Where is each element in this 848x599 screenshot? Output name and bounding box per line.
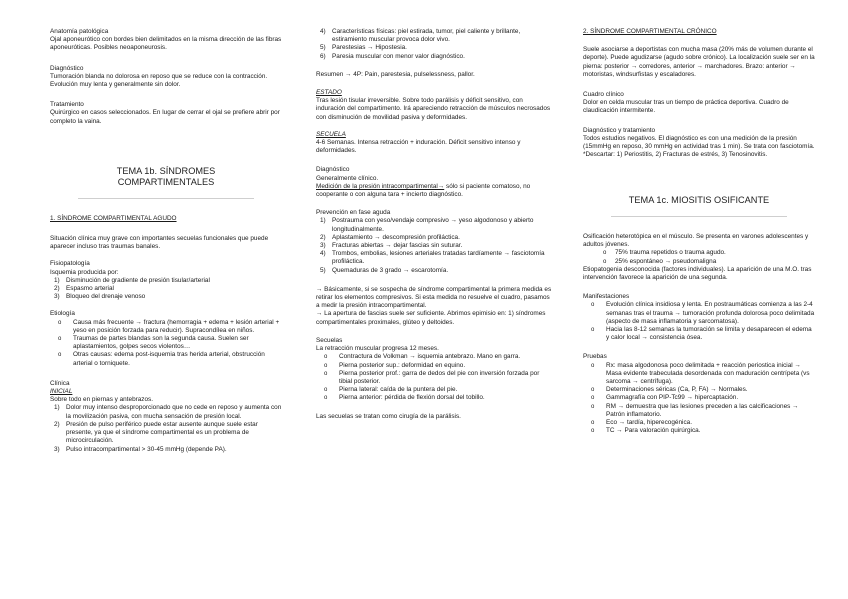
list-item: o TC → Para valoración quirúrgica. [591,427,701,435]
list-item: 4) Trombos, embolias, lesiones arteriales tratadas tardíamente → fasciotomía profiláctica. [320,250,545,266]
secuelas-heading: Secuelas [316,336,343,344]
fisiopatologia-lead: Isquemia producida por: [50,268,119,276]
clinica-inicial-label: INICIAL [50,388,73,396]
title-divider [611,216,787,217]
list-item: 4) Características físicas: piel estirada, tumor, piel caliente y brillante, estiramiento muscular provoca dolor vivo. [320,28,521,44]
diagnostico-heading-2: Diagnóstico [316,166,350,174]
list-item: o 75% trauma repetidos o trauma agudo. [603,249,726,257]
diagnostico-text: Tumoración blanda no dolorosa en reposo que se reduce con la contracción. Evolución muy lenta y generalmente sin dolor. [50,72,268,89]
section-title-1b-line1: TEMA 1b. SÍNDROMES [116,165,216,176]
etiopatogenia-text: Etiopatogenia desconocida (factores individuales). La aparición de una M.O. tras intervención favorece la aparición de una segunda. [583,265,812,281]
list-item: o Pierna anterior: pérdida de flexión dorsal del tobillo. [324,394,485,402]
estado-text: Tras lesión tisular irreversible. Sobre todo parálisis y déficit sensitivo, con induración del compartimento. Irá apareciendo retracción de músculos necrosados con disminución de movilidad pasiva y deformidades. [316,97,551,121]
column-2 [316,28,552,421]
heading-sindrome-cronico: 2. SÍNDROME COMPARTIMENTAL CRÓNICO [583,28,717,35]
list-item: o Causa más frecuente → fractura (hemorragia + edema + lesión arterial + yeso en posición forzada para reducir). Supracondílea en niños. [58,318,280,334]
diag-trat-heading: Diagnóstico y tratamiento [583,126,656,134]
estado-label: ESTADO [316,89,342,97]
title-divider [78,198,254,199]
cuadro-clinico-heading: Cuadro clínico [583,91,624,99]
clinica-lead: Sobre todo en piernas y antebrazos. [50,396,154,404]
list-item: o Gammagrafía con PIP-Tc99 → hipercaptación. [591,394,739,402]
list-item: o Evolución clínica insidiosa y lenta. En postraumáticas comienza a las 2-4 semanas tras el trauma → tumoración profunda dolorosa poco delimitada (aspecto de masa inflamatoria y sarcomatosa). [591,301,815,325]
column-1 [50,28,282,454]
osificacion-list [583,249,815,265]
basicamente-text: → Básicamente, si se sospecha de síndrome compartimental la primera medida es retirar los elementos compresivos. Si esta medida no resuelve el cuadro, pasamos a medir la presión intracompartimental. [316,285,552,310]
list-item: 1) Disminución de gradiente de presión tisular/arterial [54,276,210,284]
diag-trat-note: *Descartar: 1) Periostitis, 2) Fracturas de estrés, 3) Tenosinovitis. [583,151,768,159]
list-item: o Traumas de partes blandas son la segunda causa. Suelen ser aplastamientos, golpes secos violentos… [58,335,249,351]
diagnostico-line2: Medición de la presión intracompartimental→ sólo si paciente comatoso, no cooperante o con alguna tara + incierto diagnóstico. [316,182,531,199]
list-item: 3) Pulso intracompartimental > 30-45 mmHg (depende PA). [54,445,227,453]
list-item: o Pierna lateral: caída de la puntera del pie. [324,386,458,394]
list-item: 2) Aplastamiento → descompresión profiláctica. [320,233,460,241]
prevencion-heading: Prevención en fase aguda [316,209,391,217]
list-item: o Rx: masa algodonosa poco delimitada + reacción periostica inicial → Masa evidente trabeculada desordenada con maduración centrípeta (vs sarcoma → centrífuga). [591,361,810,385]
secuela-text: 4-6 Semanas. Intensa retracción + induración. Déficit sensitivo intenso y deformidades. [316,139,521,155]
agudo-intro: Situación clínica muy grave con importantes secuelas funcionales que puede aparecer incluso tras traumas banales. [50,235,269,251]
section-title-1c: TEMA 1c. MIOSITIS OSIFICANTE [628,195,770,206]
fisiopatologia-heading: Fisiopatología [50,260,90,268]
resumen-4p: Resumen → 4P: Pain, parestesia, pulselessness, pallor. [316,70,475,78]
pruebas-heading: Pruebas [583,353,607,361]
list-item: o Eco → tardía, hiperecogénica. [591,419,692,426]
clinica-heading: Clínica [50,379,70,387]
manifestaciones-heading: Manifestaciones [583,293,630,301]
list-item: o Pierna posterior prof.: garra de dedos del pie con inversión forzada por tibial posterior. [324,369,540,385]
list-item: 2) Espasmo arterial [54,285,114,293]
etiologia-list [50,319,282,368]
secuelas-lead: La retracción muscular progresa 12 meses. [316,345,439,353]
clinica-list [50,404,282,453]
diagnostico-heading: Diagnóstico [50,64,84,72]
fisiopatologia-list [50,277,282,302]
cuadro-clinico-text: Dolor en celda muscular tras un tiempo de práctica deportiva. Cuadro de claudicación intermitente. [583,99,789,115]
secuelas-closing: Las secuelas se tratan como cirugía de la parálisis. [316,412,461,420]
list-item: o Hacia las 8-12 semanas la tumoración se limita y desaparecen el edema y calor local → consistencia ósea. [591,325,812,342]
pruebas-list [583,362,815,436]
list-item: o Determinaciones séricas (Ca, P, FA) → Normales. [591,386,748,394]
list-item: o Otras causas: edema post-isquemia tras herida arterial, obstrucción arterial o torniquete. [58,351,265,367]
list-item: 5) Parestesias → Hipostesia. [320,44,407,52]
list-item: 3) Bloqueo del drenaje venoso [54,293,146,301]
tratamiento-text: Quirúrgico en casos seleccionados. En lugar de cerrar el ojal se prefiere abrir por completo la vaina. [50,109,280,125]
heading-sindrome-agudo: 1. SÍNDROME COMPARTIMENTAL AGUDO [50,214,177,222]
list-item: 5) Quemaduras de 3 grado → escarotomía. [320,266,449,274]
secuelas-list [316,353,552,402]
cronico-intro: Suele asociarse a deportistas con mucha masa (20% más de volumen durante el deporte). Puede agudizarse (agudo sobre crónico). La localización suele ser en la pierna: posterior → corredores, anterior → marchadores. Brazo: anterior → motoristas, windsurfistas y escaladores. [583,46,815,78]
list-item: o RM → demuestra que las lesiones preceden a las calcificaciones → Patrón inflamatorio. [591,402,799,418]
list-item: o Contractura de Volkman → isquemia antebrazo. Mano en garra. [324,353,521,361]
list-item: o 25% espontáneo → pseudomaligna [603,257,717,265]
manifestaciones-list [583,301,815,342]
etiologia-heading: Etiología [50,310,75,318]
tratamiento-heading: Tratamiento [50,101,84,109]
prevencion-list [316,217,552,274]
clinica-continuation-list [316,28,552,61]
list-item: 3) Fracturas abiertas → dejar fascias sin suturar. [320,242,463,250]
list-item: 1) Postrauma con yeso/vendaje compresivo → yeso algodonoso y abierto longitudinalmente. [320,217,534,233]
list-item: 6) Paresia muscular con menor valor diagnóstico. [320,52,465,60]
secuela-label: SECUELA [316,130,346,138]
osificacion-text: Osificación heterotópica en el músculo. Se presenta en varones adolescentes y adultos jóvenes. [583,232,809,249]
anatomia-text: Ojal aponeurótico con bordes bien delimitados en la misma dirección de las fibras aponeuróticas. Posibles neoaponeurosis. [50,36,282,52]
list-item: o Pierna posterior sup.: deformidad en equino. [324,361,466,369]
apertura-text: → La apertura de fascias suele ser suficiente. Abrimos epimisio en: 1) síndromes compartimentales proximales, glúteo y deltoides. [316,310,546,326]
column-3 [583,28,815,435]
section-title-1b-line2: COMPARTIMENTALES [117,177,215,188]
diagnostico-line1: Generalmente clínico. [316,174,379,182]
diag-trat-text: Todos estudios negativos. El diagnóstico es con una medición de la presión (15mmHg en reposo, 30 mmHg en actividad tras 1 min). Se trata con fasciotomía. [583,134,815,151]
list-item: 2) Presión de pulso periférico puede estar ausente aunque suele estar presente, ya que el síndrome compartimental es un problema de microcirculación. [54,420,258,445]
list-item: 1) Dolor muy intenso desproporcionado que no cede en reposo y aumenta con la movilización pasiva, con mucha sensación de presión local. [54,404,282,420]
anatomia-heading: Anatomía patológica [50,28,109,35]
